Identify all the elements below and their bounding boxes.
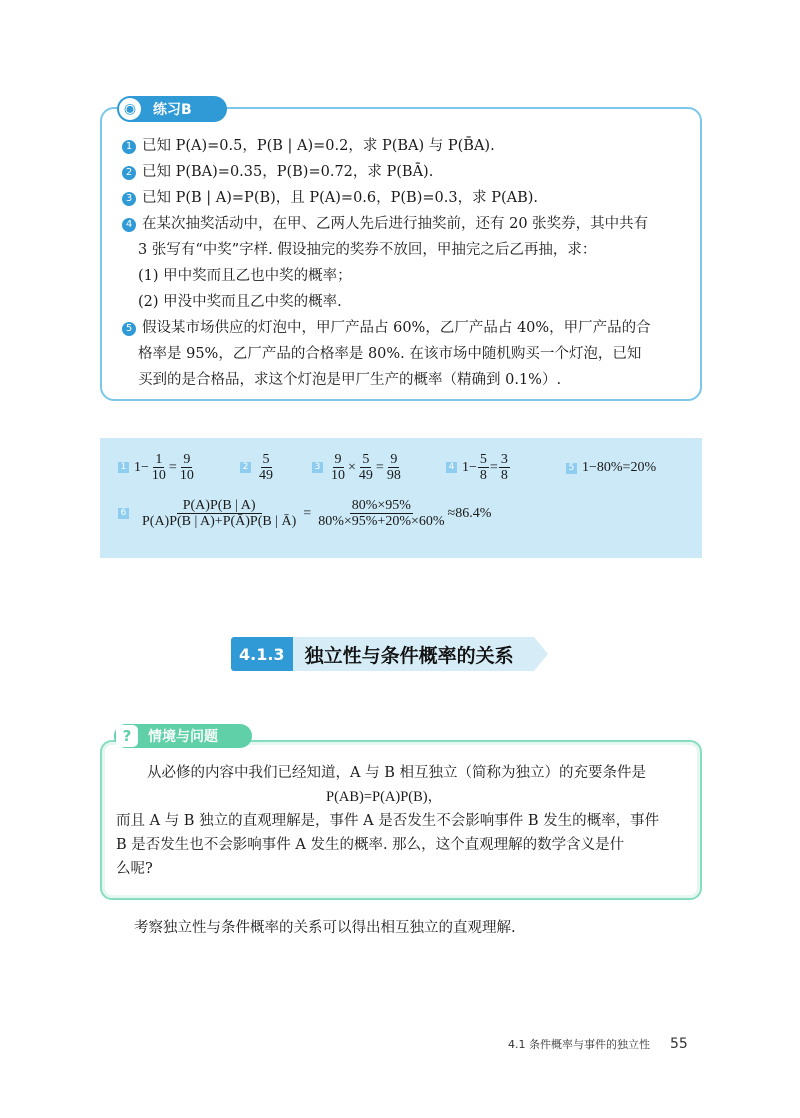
answer-3: 3 $\frac{9}{10}$ × $\frac{5}{49}$ = $\frac{9}{98}$ [312, 452, 404, 483]
scenario-formula: P(AB)=P(A)P(B)， [326, 789, 443, 805]
footer-chapter: 4.1 条件概率与事件的独立性 [508, 1038, 650, 1051]
exercise-tab-label: 练习B [153, 102, 192, 118]
answer-5: 5 1−80%=20% [566, 460, 656, 476]
exercise-line: 买到的是合格品，求这个灯泡是甲厂生产的概率（精确到 0.1%）. [138, 372, 562, 388]
scenario-line: 么呢? [116, 861, 153, 877]
answer-4: 4 1− $\frac{5}{8}$ = $\frac{3}{8}$ [446, 452, 511, 483]
scenario-tab-label: 情境与问题 [148, 729, 218, 745]
globe-icon: ◉ [119, 98, 141, 120]
exercise-tab [117, 96, 227, 122]
scenario-line: 而且 A 与 B 独立的直观理解是，事件 A 是否发生不会影响事件 B 发生的概率，事件 [116, 813, 660, 829]
exercise-item: 1 已知 P(A)=0.5，P(B | A)=0.2，求 P(BA) 与 P(B̄A). [122, 136, 495, 156]
answer-6: 6 $\frac{P(A)P(B | A)}{P(A)P(B | A)+P(Ā)P(B | Ā)}$ = $\frac{80\%\times 95\%}{80\%\times 95\%+20\%\times 60\%}$ ≈86.4% [118, 498, 491, 529]
heading-arrow [534, 637, 548, 671]
exercise-item: 5 假设某市场供应的灯泡中，甲厂产品占 60%，乙厂产品占 40%，甲厂产品的合 [122, 318, 651, 338]
page-footer [508, 1036, 688, 1052]
question-icon: ? [116, 725, 138, 747]
scenario-tab [114, 724, 252, 748]
body-text: 考察独立性与条件概率的关系可以得出相互独立的直观理解. [134, 920, 516, 936]
scenario-line: 从必修的内容中我们已经知道，A 与 B 相互独立（简称为独立）的充要条件是 [147, 765, 646, 781]
section-heading [231, 637, 548, 671]
scenario-line: B 是否发生也不会影响事件 A 发生的概率. 那么，这个直观理解的数学含义是什 [116, 837, 625, 853]
exercise-line: (2) 甲没中奖而且乙中奖的概率. [138, 294, 342, 310]
answer-1: 1 1− $\frac{1}{10}$ = $\frac{9}{10}$ [118, 452, 197, 483]
exercise-line: (1) 甲中奖而且乙也中奖的概率； [138, 268, 352, 284]
page-number: 55 [670, 1036, 688, 1052]
section-title: 独立性与条件概率的关系 [293, 637, 534, 671]
section-code: 4.1.3 [231, 637, 293, 671]
exercise-item: 2 已知 P(BA)=0.35，P(B)=0.72，求 P(BĀ). [122, 162, 433, 182]
exercise-item: 4 在某次抽奖活动中，在甲、乙两人先后进行抽奖前，还有 20 张奖券，其中共有 [122, 214, 648, 234]
exercise-item: 3 已知 P(B | A)=P(B)，且 P(A)=0.6，P(B)=0.3，求 P(AB). [122, 188, 538, 208]
answer-2: 2 $\frac{5}{49}$ [240, 452, 276, 483]
exercise-line: 格率是 95%，乙厂产品的合格率是 80%. 在该市场中随机购买一个灯泡，已知 [138, 346, 642, 362]
exercise-line: 3 张写有“中奖”字样. 假设抽完的奖券不放回，甲抽完之后乙再抽，求： [138, 242, 597, 258]
